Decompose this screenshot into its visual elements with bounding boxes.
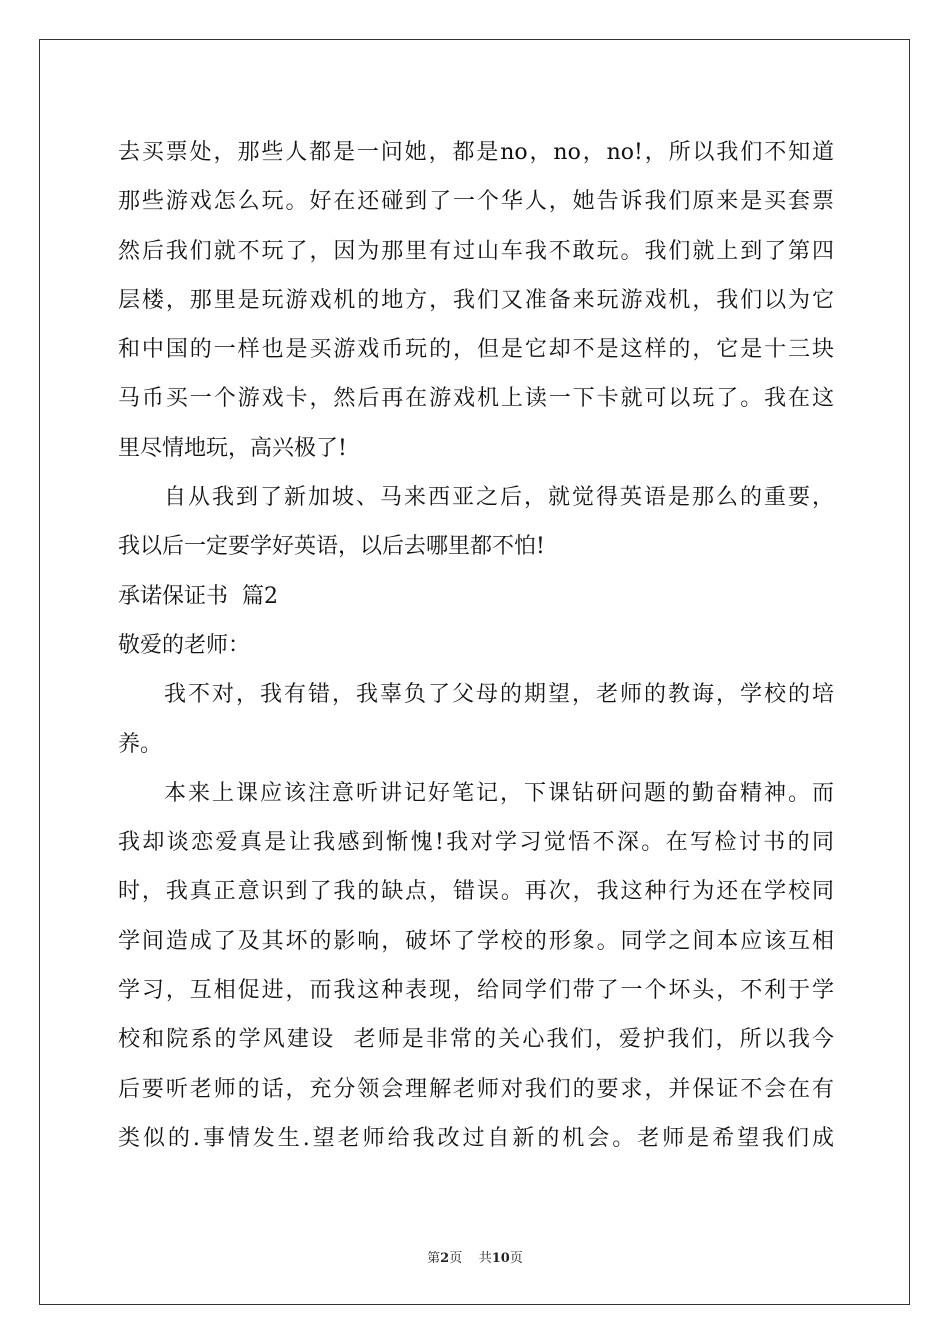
paragraph-line: 层楼，那里是玩游戏机的地方，我们又准备来玩游戏机，我们以为它 bbox=[118, 287, 834, 313]
section-heading: 承诺保证书 篇2 bbox=[118, 583, 278, 609]
paragraph-line: 养。 bbox=[118, 731, 163, 757]
paragraph-line: 里尽情地玩，高兴极了! bbox=[118, 435, 347, 461]
footer-page-number: 2 bbox=[440, 1251, 450, 1266]
paragraph-line: 我不对，我有错，我辜负了父母的期望，老师的教诲，学校的培 bbox=[164, 682, 834, 708]
salutation: 敬爱的老师： bbox=[118, 632, 251, 658]
paragraph-line: 那些游戏怎么玩。好在还碰到了一个华人，她告诉我们原来是买套票 bbox=[118, 189, 834, 215]
paragraph-line: 学间造成了及其坏的影响，破坏了学校的形象。同学之间本应该互相 bbox=[118, 928, 834, 954]
footer-total-number: 10 bbox=[491, 1251, 510, 1266]
document-body bbox=[118, 128, 834, 1163]
paragraph-line: 和中国的一样也是买游戏币玩的，但是它却不是这样的，它是十三块 bbox=[118, 337, 834, 363]
footer-page-label: 第 bbox=[427, 1251, 441, 1266]
paragraph-line: 本来上课应该注意听讲记好笔记，下课钻研问题的勤奋精神。而 bbox=[164, 780, 834, 806]
paragraph-line: 校和院系的学风建设 老师是非常的关心我们，爱护我们，所以我今 bbox=[118, 1027, 834, 1053]
paragraph-line: 后要听老师的话，充分领会理解老师对我们的要求，并保证不会在有 bbox=[118, 1076, 834, 1102]
paragraph-line: 去买票处，那些人都是一问她，都是no，no，no!，所以我们不知道 bbox=[118, 140, 834, 165]
footer-page-unit: 页 bbox=[449, 1251, 463, 1266]
paragraph-line: 我以后一定要学好英语，以后去哪里都不怕! bbox=[118, 534, 545, 560]
paragraph-line: 马币买一个游戏卡，然后再在游戏机上读一下卡就可以玩了。我在这 bbox=[118, 386, 834, 412]
paragraph-line: 然后我们就不玩了，因为那里有过山车我不敢玩。我们就上到了第四 bbox=[118, 238, 834, 264]
paragraph-line: 学习，互相促进，而我这种表现，给同学们带了一个坏头，不利于学 bbox=[118, 978, 834, 1004]
paragraph-line: 我却谈恋爱真是让我感到惭愧!我对学习觉悟不深。在写检讨书的同 bbox=[118, 830, 834, 856]
footer-total-unit: 页 bbox=[509, 1251, 523, 1266]
page-footer bbox=[0, 1247, 950, 1266]
paragraph-line: 时，我真正意识到了我的缺点，错误。再次，我这种行为还在学校同 bbox=[118, 879, 834, 905]
paragraph-line: 自从我到了新加坡、马来西亚之后，就觉得英语是那么的重要， bbox=[164, 485, 834, 511]
paragraph-line: 类似的.事情发生.望老师给我改过自新的机会。老师是希望我们成 bbox=[118, 1125, 834, 1151]
footer-total-label: 共 bbox=[478, 1251, 492, 1266]
